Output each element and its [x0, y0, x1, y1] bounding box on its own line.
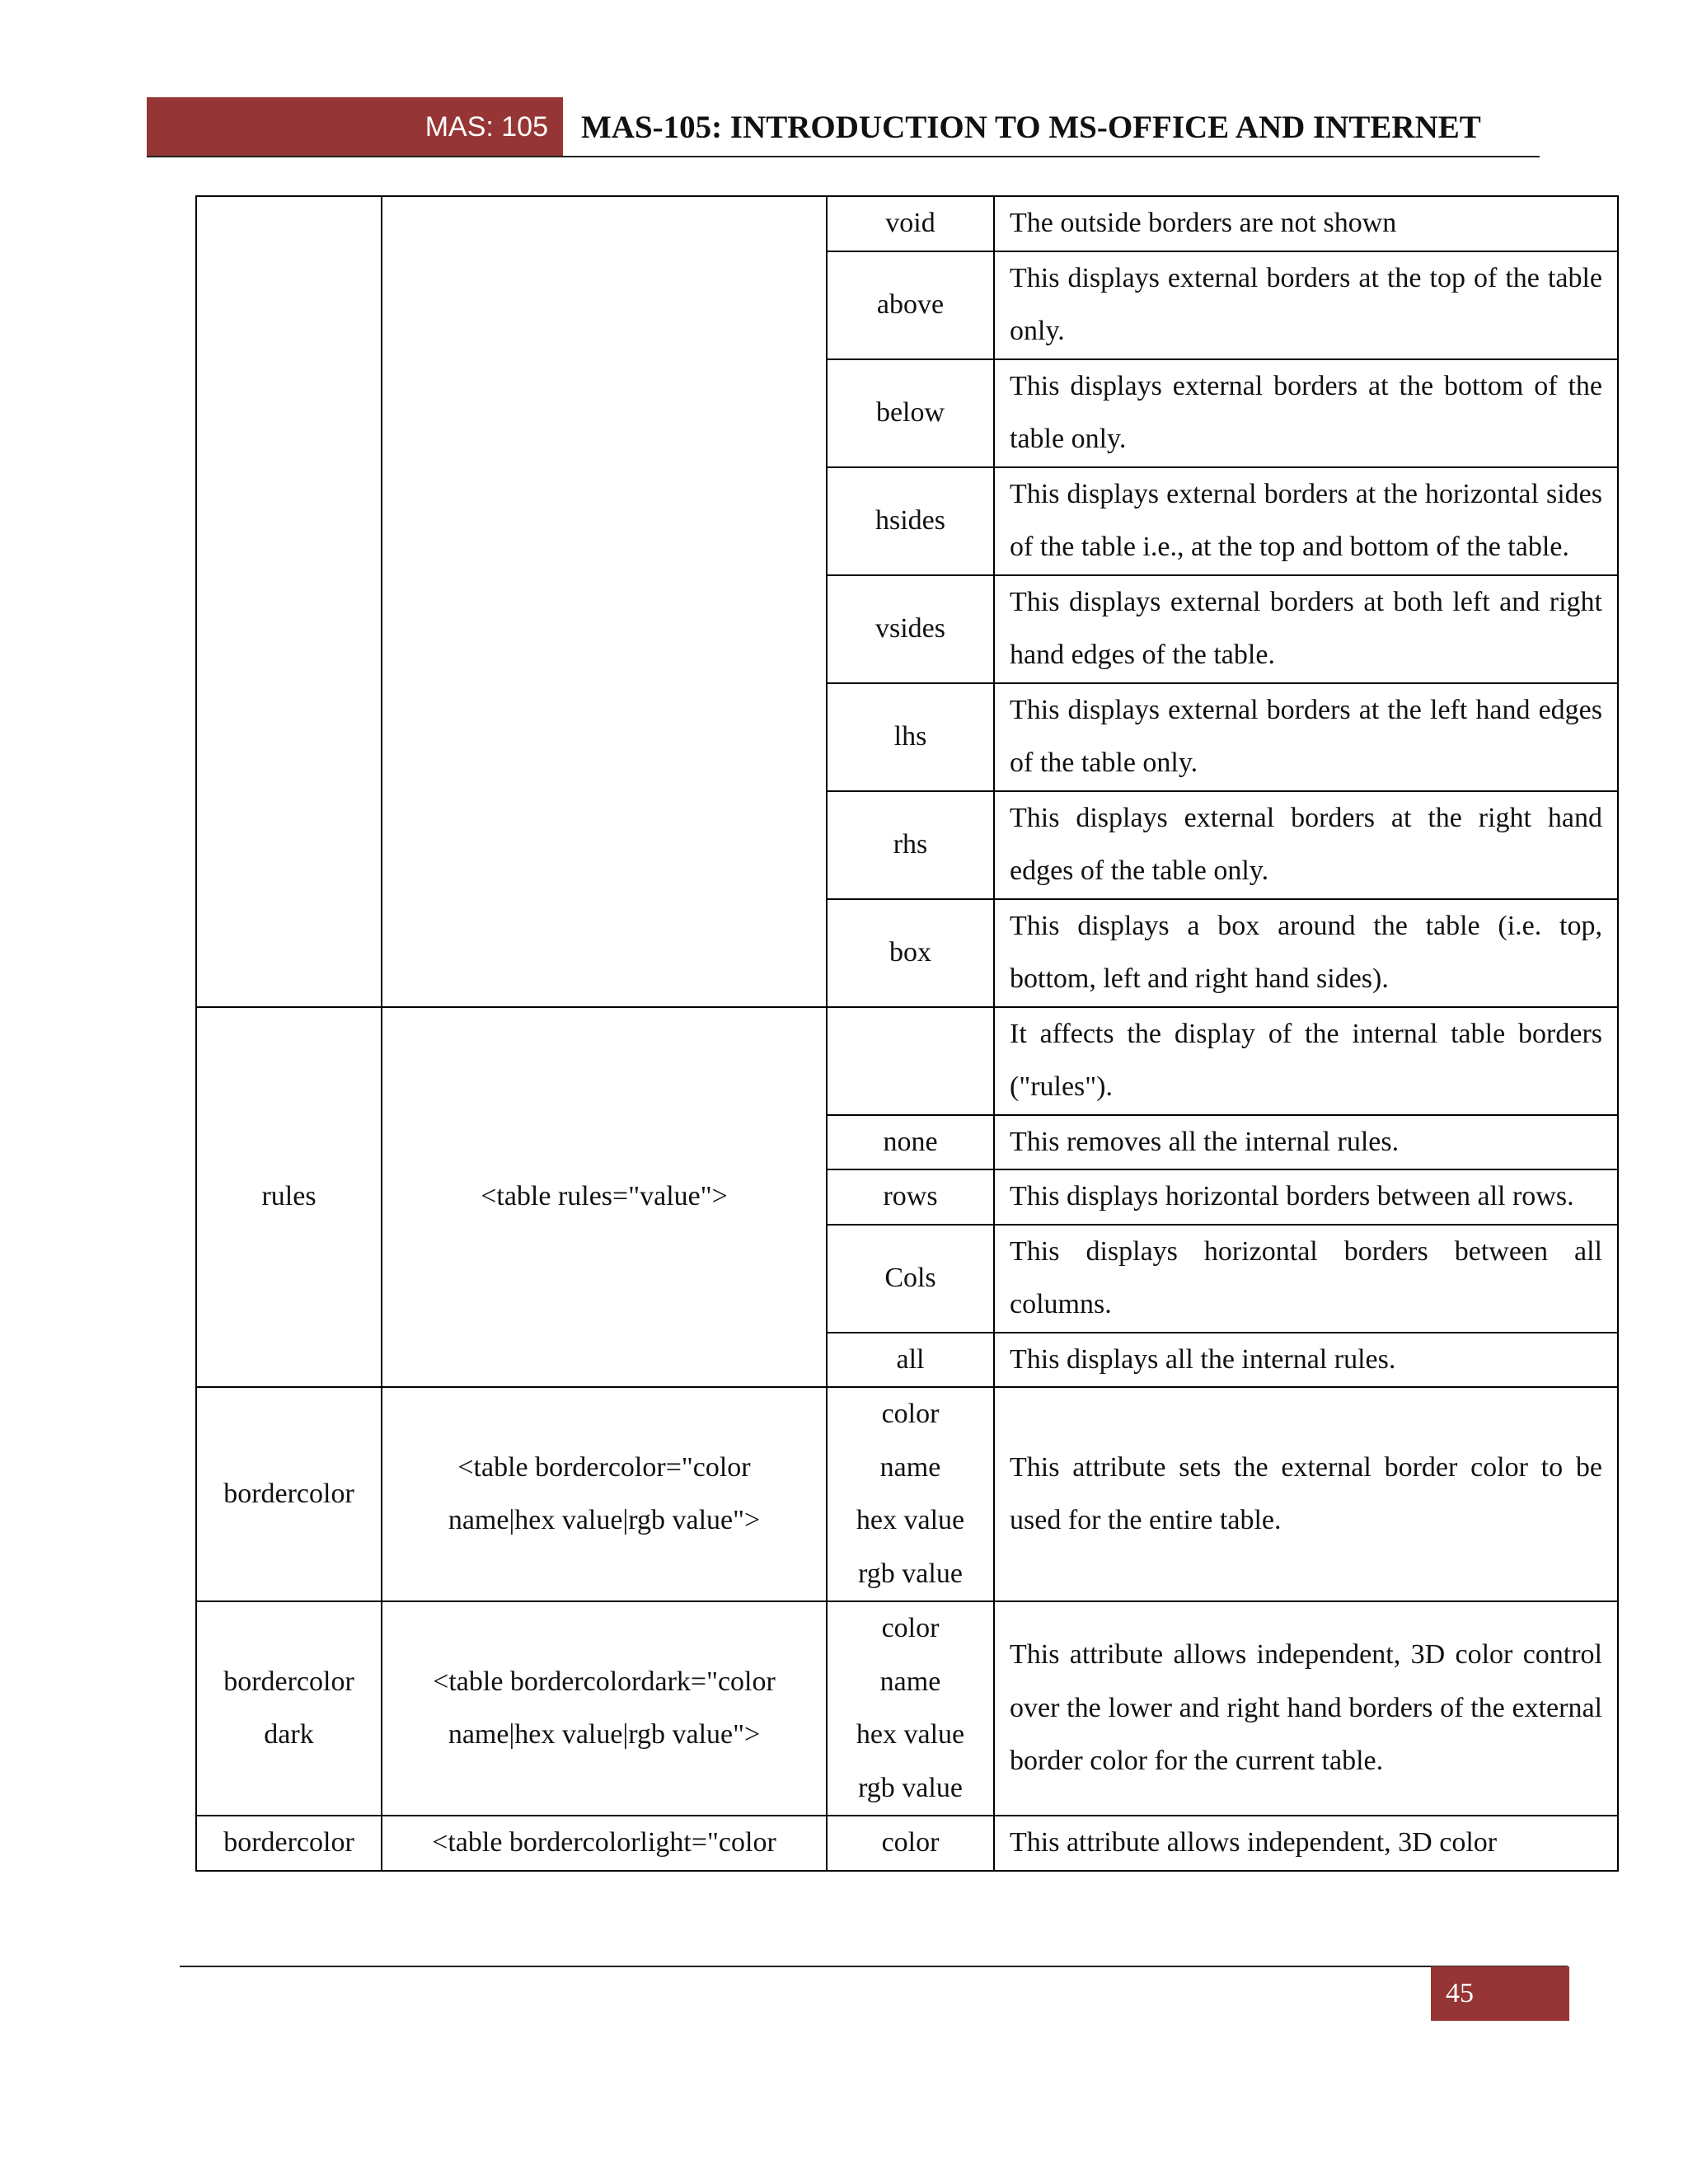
- description-cell: This displays external borders at the bottom of the table only.: [994, 359, 1618, 467]
- syntax-cell: <table bordercolorlight="color: [382, 1816, 827, 1871]
- table-row: [196, 196, 1618, 251]
- value-cell: color: [827, 1816, 994, 1871]
- document-title: MAS-105: INTRODUCTION TO MS-OFFICE AND INTERNET: [581, 109, 1481, 145]
- value-cell: all: [827, 1333, 994, 1388]
- value-cell: vsides: [827, 575, 994, 683]
- value-cell: below: [827, 359, 994, 467]
- value-cell: hsides: [827, 467, 994, 575]
- header-divider: [147, 156, 1540, 157]
- syntax-line: <table bordercolor="color: [457, 1451, 751, 1483]
- footer-divider: [180, 1966, 1568, 1967]
- description-cell: This attribute allows independent, 3D color control over the lower and right hand borders of the external border color for the current table.: [994, 1601, 1618, 1816]
- attribute-line: bordercolor: [223, 1666, 354, 1697]
- value-cell: [827, 1007, 994, 1115]
- value-cell: [827, 1387, 994, 1601]
- description-cell: This displays external borders at the top of the table only.: [994, 251, 1618, 359]
- syntax-cell: [382, 196, 827, 1007]
- description-cell: This displays horizontal borders between all rows.: [994, 1169, 1618, 1225]
- syntax-cell: <table rules="value">: [382, 1007, 827, 1388]
- value-line: rgb value: [858, 1558, 963, 1589]
- attribute-cell: bordercolor: [196, 1816, 382, 1871]
- syntax-line: <table bordercolordark="color: [433, 1666, 776, 1697]
- value-line: color: [881, 1613, 940, 1643]
- description-cell: This removes all the internal rules.: [994, 1115, 1618, 1170]
- description-cell: This displays external borders at the horizontal sides of the table i.e., at the top and bottom of the table.: [994, 467, 1618, 575]
- description-cell: This displays all the internal rules.: [994, 1333, 1618, 1388]
- value-cell: Cols: [827, 1225, 994, 1333]
- page-number: 45: [1446, 1978, 1474, 2008]
- table-row: [196, 1387, 1618, 1601]
- value-line: color: [881, 1399, 940, 1429]
- value-cell: [827, 1601, 994, 1816]
- description-cell: This attribute sets the external border color to be used for the entire table.: [994, 1387, 1618, 1601]
- syntax-line: name|hex value|rgb value">: [448, 1505, 761, 1535]
- syntax-cell: [382, 1387, 827, 1601]
- attribute-cell: bordercolor: [196, 1387, 382, 1601]
- syntax-line: name|hex value|rgb value">: [448, 1719, 761, 1750]
- attribute-cell: rules: [196, 1007, 382, 1388]
- syntax-cell: [382, 1601, 827, 1816]
- value-line: name: [879, 1451, 941, 1483]
- value-line: hex value: [856, 1719, 965, 1750]
- table-row: [196, 1816, 1618, 1871]
- course-code-band: [147, 97, 563, 157]
- description-cell: This displays external borders at both left and right hand edges of the table.: [994, 575, 1618, 683]
- value-cell: above: [827, 251, 994, 359]
- value-cell: void: [827, 196, 994, 251]
- description-cell: This attribute allows independent, 3D color: [994, 1816, 1618, 1871]
- description-cell: The outside borders are not shown: [994, 196, 1618, 251]
- table-row: [196, 1601, 1618, 1816]
- attribute-line: dark: [264, 1719, 314, 1750]
- value-cell: box: [827, 899, 994, 1007]
- value-line: rgb value: [858, 1772, 963, 1803]
- attribute-cell: [196, 1601, 382, 1816]
- course-code: MAS: 105: [424, 110, 548, 143]
- attribute-cell: [196, 196, 382, 1007]
- value-cell: rhs: [827, 791, 994, 899]
- description-cell: It affects the display of the internal table borders ("rules").: [994, 1007, 1618, 1115]
- value-line: name: [879, 1666, 941, 1697]
- description-cell: This displays horizontal borders between all columns.: [994, 1225, 1618, 1333]
- value-cell: lhs: [827, 683, 994, 791]
- value-cell: rows: [827, 1169, 994, 1225]
- attribute-table: [195, 195, 1619, 1872]
- table-row: [196, 1007, 1618, 1115]
- value-line: hex value: [856, 1505, 965, 1535]
- page-header: [147, 97, 1540, 157]
- description-cell: This displays a box around the table (i.e. top, bottom, left and right hand sides).: [994, 899, 1618, 1007]
- page-number-band: [1431, 1966, 1569, 2021]
- description-cell: This displays external borders at the right hand edges of the table only.: [994, 791, 1618, 899]
- description-cell: This displays external borders at the left hand edges of the table only.: [994, 683, 1618, 791]
- value-cell: none: [827, 1115, 994, 1170]
